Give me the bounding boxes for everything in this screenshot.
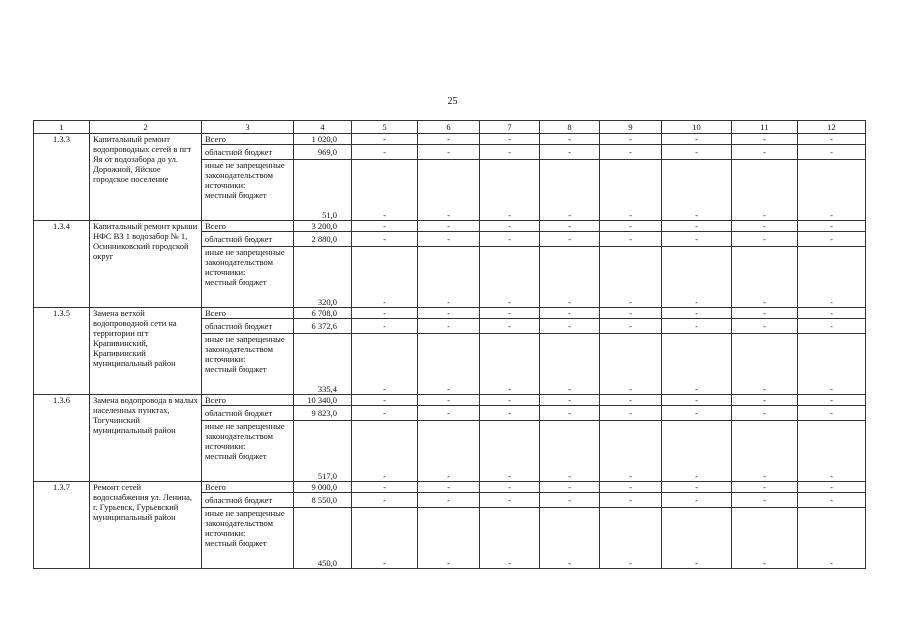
source-label-regional: областной бюджет (202, 493, 294, 508)
source-label-other (202, 508, 294, 569)
empty-value-dash: - (418, 482, 480, 493)
empty-value-dash: - (662, 508, 732, 569)
empty-value-dash: - (662, 221, 732, 232)
regional-value: 9 823,0 (294, 406, 352, 421)
empty-value-dash: - (798, 145, 866, 160)
table-body (34, 134, 866, 569)
empty-value-dash: - (732, 145, 798, 160)
empty-value-dash: - (662, 308, 732, 319)
column-header: 4 (294, 121, 352, 134)
column-header: 8 (540, 121, 600, 134)
empty-value-dash: - (480, 221, 540, 232)
empty-value-dash: - (540, 406, 600, 421)
empty-value-dash: - (418, 160, 480, 221)
source-label-regional: областной бюджет (202, 232, 294, 247)
column-header: 11 (732, 121, 798, 134)
empty-value-dash: - (352, 482, 418, 493)
empty-value-dash: - (662, 482, 732, 493)
table-row (34, 308, 866, 319)
empty-value-dash: - (418, 232, 480, 247)
empty-value-dash: - (480, 421, 540, 482)
empty-value-dash: - (540, 508, 600, 569)
column-header: 10 (662, 121, 732, 134)
total-value: 3 200,0 (294, 221, 352, 232)
empty-value-dash: - (480, 145, 540, 160)
empty-value-dash: - (418, 395, 480, 406)
empty-value-dash: - (732, 247, 798, 308)
empty-value-dash: - (798, 221, 866, 232)
empty-value-dash: - (480, 482, 540, 493)
empty-value-dash: - (540, 395, 600, 406)
empty-value-dash: - (662, 395, 732, 406)
local-value: 335,4 (294, 334, 352, 395)
empty-value-dash: - (352, 308, 418, 319)
empty-value-dash: - (418, 493, 480, 508)
empty-value-dash: - (480, 160, 540, 221)
measure-name: Капитальный ремонт водопроводных сетей в пгт Яя от водозабора до ул. Дорожной, Яйское городское поселение (90, 134, 202, 221)
empty-value-dash: - (798, 232, 866, 247)
empty-value-dash: - (352, 334, 418, 395)
empty-value-dash: - (418, 221, 480, 232)
empty-value-dash: - (480, 334, 540, 395)
other-sources-text: иные не запрещенные законодательством источники: (205, 334, 285, 364)
empty-value-dash: - (662, 232, 732, 247)
empty-value-dash: - (540, 319, 600, 334)
table-row (34, 221, 866, 232)
empty-value-dash: - (798, 160, 866, 221)
empty-value-dash: - (662, 334, 732, 395)
row-number: 1.3.4 (34, 221, 90, 308)
source-label-other (202, 247, 294, 308)
empty-value-dash: - (418, 247, 480, 308)
header-row (34, 121, 866, 134)
row-number: 1.3.3 (34, 134, 90, 221)
source-label-total: Всего (202, 221, 294, 232)
empty-value-dash: - (600, 160, 662, 221)
empty-value-dash: - (418, 134, 480, 145)
empty-value-dash: - (540, 145, 600, 160)
empty-value-dash: - (352, 134, 418, 145)
empty-value-dash: - (480, 319, 540, 334)
empty-value-dash: - (540, 221, 600, 232)
total-value: 6 708,0 (294, 308, 352, 319)
total-value: 1 020,0 (294, 134, 352, 145)
empty-value-dash: - (540, 308, 600, 319)
empty-value-dash: - (418, 319, 480, 334)
empty-value-dash: - (600, 493, 662, 508)
empty-value-dash: - (798, 308, 866, 319)
empty-value-dash: - (480, 395, 540, 406)
empty-value-dash: - (732, 308, 798, 319)
row-number: 1.3.7 (34, 482, 90, 569)
table-row (34, 134, 866, 145)
local-value: 517,0 (294, 421, 352, 482)
empty-value-dash: - (798, 406, 866, 421)
empty-value-dash: - (798, 319, 866, 334)
empty-value-dash: - (418, 145, 480, 160)
empty-value-dash: - (600, 406, 662, 421)
empty-value-dash: - (352, 319, 418, 334)
empty-value-dash: - (540, 232, 600, 247)
empty-value-dash: - (480, 308, 540, 319)
empty-value-dash: - (352, 145, 418, 160)
empty-value-dash: - (600, 319, 662, 334)
column-header: 3 (202, 121, 294, 134)
local-budget-label: местный бюджет (205, 277, 267, 287)
regional-value: 6 372,6 (294, 319, 352, 334)
empty-value-dash: - (662, 493, 732, 508)
empty-value-dash: - (352, 508, 418, 569)
column-header: 6 (418, 121, 480, 134)
empty-value-dash: - (732, 406, 798, 421)
empty-value-dash: - (540, 134, 600, 145)
source-label-regional: областной бюджет (202, 406, 294, 421)
empty-value-dash: - (352, 247, 418, 308)
empty-value-dash: - (798, 508, 866, 569)
empty-value-dash: - (352, 395, 418, 406)
source-label-regional: областной бюджет (202, 145, 294, 160)
empty-value-dash: - (540, 334, 600, 395)
measure-name: Замена ветхой водопроводной сети на территории пгт Крапивинский, Крапивинский муниципальный район (90, 308, 202, 395)
source-label-total: Всего (202, 308, 294, 319)
column-header: 9 (600, 121, 662, 134)
empty-value-dash: - (352, 493, 418, 508)
empty-value-dash: - (600, 508, 662, 569)
empty-value-dash: - (798, 334, 866, 395)
total-value: 10 340,0 (294, 395, 352, 406)
empty-value-dash: - (732, 395, 798, 406)
empty-value-dash: - (732, 134, 798, 145)
empty-value-dash: - (732, 232, 798, 247)
empty-value-dash: - (540, 493, 600, 508)
empty-value-dash: - (600, 221, 662, 232)
empty-value-dash: - (798, 247, 866, 308)
empty-value-dash: - (732, 160, 798, 221)
empty-value-dash: - (480, 232, 540, 247)
source-label-total: Всего (202, 134, 294, 145)
empty-value-dash: - (418, 421, 480, 482)
local-budget-label: местный бюджет (205, 538, 267, 548)
empty-value-dash: - (600, 395, 662, 406)
empty-value-dash: - (352, 221, 418, 232)
source-label-total: Всего (202, 395, 294, 406)
source-label-other (202, 334, 294, 395)
empty-value-dash: - (732, 334, 798, 395)
empty-value-dash: - (798, 395, 866, 406)
regional-value: 2 880,0 (294, 232, 352, 247)
source-label-other (202, 160, 294, 221)
empty-value-dash: - (480, 134, 540, 145)
empty-value-dash: - (418, 308, 480, 319)
empty-value-dash: - (480, 247, 540, 308)
empty-value-dash: - (540, 160, 600, 221)
empty-value-dash: - (600, 145, 662, 160)
regional-value: 969,0 (294, 145, 352, 160)
other-sources-text: иные не запрещенные законодательством источники: (205, 421, 285, 451)
column-header: 2 (90, 121, 202, 134)
empty-value-dash: - (540, 421, 600, 482)
local-budget-label: местный бюджет (205, 451, 267, 461)
empty-value-dash: - (418, 406, 480, 421)
empty-value-dash: - (732, 319, 798, 334)
empty-value-dash: - (662, 319, 732, 334)
other-sources-text: иные не запрещенные законодательством источники: (205, 247, 285, 277)
empty-value-dash: - (662, 134, 732, 145)
measure-name: Замена водопровода в малых населенных пунктах, Тогучинский муниципальный район (90, 395, 202, 482)
empty-value-dash: - (662, 421, 732, 482)
empty-value-dash: - (732, 221, 798, 232)
total-value: 9 000,0 (294, 482, 352, 493)
empty-value-dash: - (732, 493, 798, 508)
empty-value-dash: - (352, 421, 418, 482)
empty-value-dash: - (352, 406, 418, 421)
local-value: 51,0 (294, 160, 352, 221)
source-label-total: Всего (202, 482, 294, 493)
local-value: 450,0 (294, 508, 352, 569)
financing-table (33, 120, 866, 569)
empty-value-dash: - (600, 334, 662, 395)
empty-value-dash: - (662, 406, 732, 421)
empty-value-dash: - (418, 508, 480, 569)
empty-value-dash: - (798, 493, 866, 508)
empty-value-dash: - (798, 482, 866, 493)
empty-value-dash: - (798, 134, 866, 145)
source-label-other (202, 421, 294, 482)
empty-value-dash: - (480, 508, 540, 569)
table-row (34, 482, 866, 493)
empty-value-dash: - (732, 482, 798, 493)
empty-value-dash: - (480, 493, 540, 508)
empty-value-dash: - (662, 247, 732, 308)
empty-value-dash: - (418, 334, 480, 395)
empty-value-dash: - (732, 508, 798, 569)
column-header: 7 (480, 121, 540, 134)
row-number: 1.3.5 (34, 308, 90, 395)
empty-value-dash: - (600, 421, 662, 482)
empty-value-dash: - (352, 232, 418, 247)
empty-value-dash: - (480, 406, 540, 421)
empty-value-dash: - (600, 232, 662, 247)
other-sources-text: иные не запрещенные законодательством источники: (205, 508, 285, 538)
measure-name: Ремонт сетей водоснабжения ул. Ленина, г. Гурьевск, Гурьевский муниципальный район (90, 482, 202, 569)
empty-value-dash: - (600, 482, 662, 493)
empty-value-dash: - (732, 421, 798, 482)
measure-name: Капитальный ремонт крыши НФС ВЗ 1 водозабор № 1, Осинниковский городской округ (90, 221, 202, 308)
empty-value-dash: - (798, 421, 866, 482)
empty-value-dash: - (540, 482, 600, 493)
regional-value: 8 550,0 (294, 493, 352, 508)
empty-value-dash: - (352, 160, 418, 221)
empty-value-dash: - (662, 160, 732, 221)
empty-value-dash: - (600, 247, 662, 308)
empty-value-dash: - (600, 134, 662, 145)
empty-value-dash: - (662, 145, 732, 160)
empty-value-dash: - (540, 247, 600, 308)
column-header: 12 (798, 121, 866, 134)
empty-value-dash: - (600, 308, 662, 319)
page-number: 25 (447, 96, 458, 107)
column-header: 1 (34, 121, 90, 134)
other-sources-text: иные не запрещенные законодательством источники: (205, 160, 285, 190)
local-budget-label: местный бюджет (205, 190, 267, 200)
local-value: 320,0 (294, 247, 352, 308)
source-label-regional: областной бюджет (202, 319, 294, 334)
row-number: 1.3.6 (34, 395, 90, 482)
table-row (34, 395, 866, 406)
column-header: 5 (352, 121, 418, 134)
local-budget-label: местный бюджет (205, 364, 267, 374)
